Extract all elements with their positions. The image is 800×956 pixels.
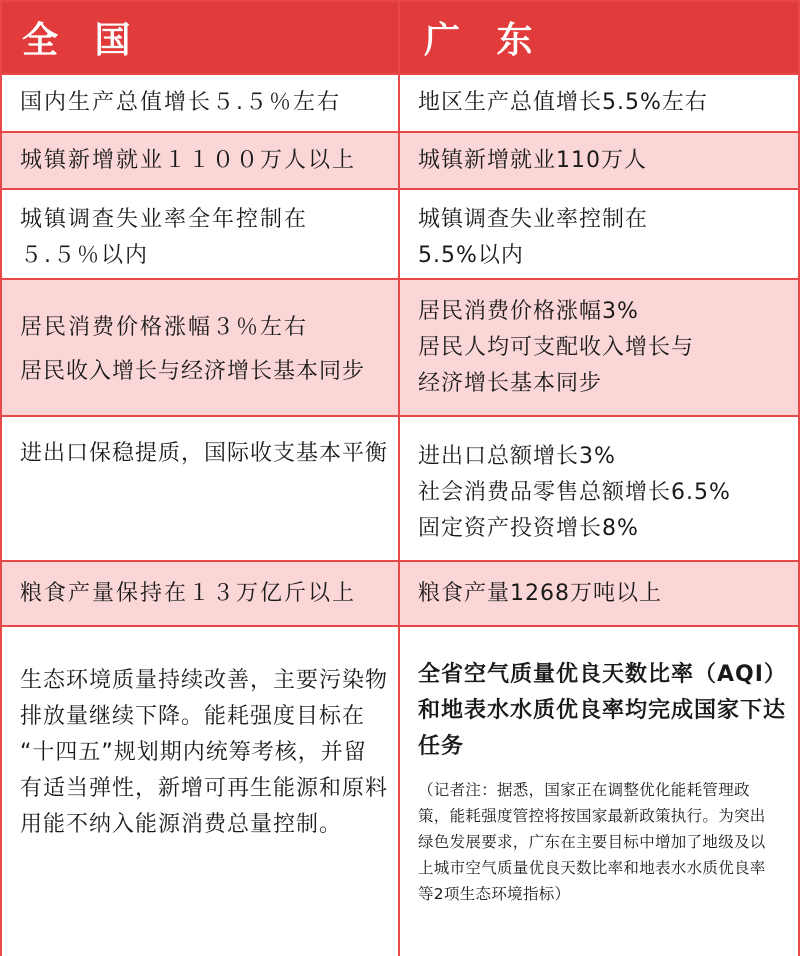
national-cell — [2, 133, 400, 188]
guangdong-cell — [400, 562, 798, 625]
cell-text: 社会消费品零售总额增长6.5% — [418, 480, 731, 505]
national-cell — [2, 417, 400, 560]
header-national-cell — [2, 2, 400, 73]
note-text: 绿色发展要求，广东在主要目标中增加了地级及以 — [418, 833, 766, 851]
cell-text: ５.５％以内 — [20, 243, 149, 268]
cell-text: 地区生产总值增长5.5%左右 — [418, 90, 708, 115]
guangdong-main-text — [418, 657, 792, 765]
cell-text: 全省空气质量优良天数比率（AQI） — [418, 662, 787, 687]
cell-text: 居民消费价格涨幅3% — [418, 299, 639, 324]
header-national: 全 国 — [22, 20, 143, 61]
national-cell — [2, 190, 400, 278]
cell-text: “十四五”规划期内统筹考核，并留 — [20, 740, 367, 765]
cell-text: 和地表水水质优良率均完成国家下达 — [418, 698, 787, 723]
cell-text: 进出口保稳提质，国际收支基本平衡 — [20, 441, 389, 466]
cell-text: 用能不纳入能源消费总量控制。 — [20, 812, 343, 837]
cell-text: 国内生产总值增长５.５％左右 — [20, 90, 341, 115]
cell-text: 粮食产量1268万吨以上 — [418, 580, 662, 606]
cell-text: 5.5%以内 — [418, 243, 524, 268]
national-cell — [2, 627, 400, 956]
table-row-environment — [2, 627, 798, 956]
table-header — [2, 2, 798, 75]
header-guangdong: 广 东 — [424, 20, 545, 61]
cell-text: 固定资产投资增长8% — [418, 516, 639, 541]
national-cell — [2, 280, 400, 415]
cell-text: 粮食产量保持在１３万亿斤以上 — [20, 580, 357, 606]
guangdong-cell — [400, 190, 798, 278]
national-cell — [2, 562, 400, 625]
cell-text: 任务 — [418, 734, 465, 759]
table-row-trade — [2, 417, 798, 562]
note-text: （记者注：据悉，国家正在调整优化能耗管理政 — [418, 781, 750, 799]
cell-text: 居民收入增长与经济增长基本同步 — [20, 359, 366, 384]
note-text: 策，能耗强度管控将按国家最新政策执行。为突出 — [418, 807, 766, 825]
note-text: 上城市空气质量优良天数比率和地表水水质优良率 — [418, 859, 766, 877]
table-row-employment — [2, 133, 798, 190]
reporter-note — [418, 777, 792, 907]
cell-text: 排放量继续下降。能耗强度目标在 — [20, 704, 366, 729]
table-row-unemployment — [2, 190, 798, 280]
cell-text: 城镇新增就业110万人 — [418, 147, 647, 173]
national-cell — [2, 75, 400, 131]
cell-text: 进出口总额增长3% — [418, 444, 616, 469]
cell-text: 生态环境质量持续改善，主要污染物 — [20, 668, 389, 693]
cell-text: 居民人均可支配收入增长与 — [418, 335, 695, 360]
guangdong-cell — [400, 133, 798, 188]
table-row-grain — [2, 562, 798, 627]
cell-text: 城镇调查失业率全年控制在 — [20, 207, 309, 232]
cell-text: 居民消费价格涨幅３％左右 — [20, 315, 309, 340]
cell-text: 有适当弹性，新增可再生能源和原料 — [20, 776, 389, 801]
guangdong-cell — [400, 75, 798, 131]
guangdong-cell — [400, 627, 798, 956]
table-row-cpi — [2, 280, 798, 417]
guangdong-cell — [400, 280, 798, 415]
cell-text: 城镇新增就业１１００万人以上 — [20, 147, 357, 173]
note-text: 等2项生态环境指标） — [418, 885, 571, 903]
table-row-gdp — [2, 75, 798, 133]
cell-text: 城镇调查失业率控制在 — [418, 207, 649, 232]
cell-text: 经济增长基本同步 — [418, 371, 603, 396]
header-guangdong-cell — [400, 2, 798, 73]
guangdong-cell — [400, 417, 798, 560]
